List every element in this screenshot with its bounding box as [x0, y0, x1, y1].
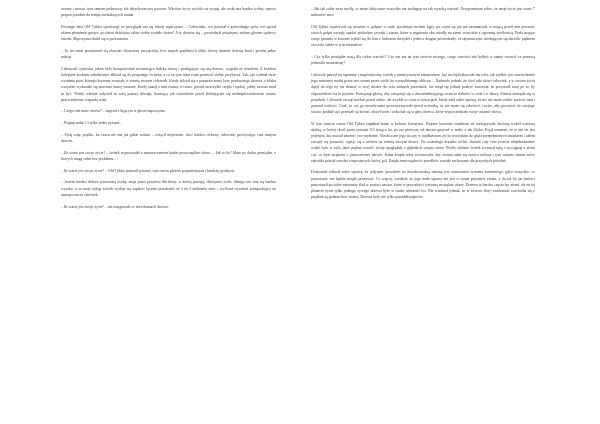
paragraph: – To nie mnie powinieneś się obawiać dwunożny przyjacielu, lecz innych podobnych tobie, którzy dumnie dzierżą broń i prochu pełne naboje. [61, 48, 276, 60]
paragraph: Doskonale zdawał sobie sprawę, że jedynym sposobem na nieodwracalną zmianę jest zniszczenie systemu korzennego, gdyż wszystko, co pozostanie, nie będzie mogło przetrwać. Co więcej, wiedział, że jego mała sprawa nie jest w stanie przynieść zmian, a chciał, by po śmierci pozostawił po sobie niezatarty ślad w postaci nasion, które w przyszłości wyrosną na piękne okazy. Drzewa to bardzo często łzy ziemi, ale na tej planecie życie tylko jednego żywego drzewa było w stanie odmienić los. Nie wiedział jednak, że w świecie flory wiadomość rozchodzi się z prędkością podmuchów wiatru. Drzewa były nie tylko ponaddźwiękowe. [311, 170, 535, 200]
paragraph: Ciekawość zjawiska, jakim było bezsprzecznie rozumiejące ludzką mowę i posługujące się nią drzewo, wygrała ze strachem. Z każdym kolejnym krokiem młodzieniec zbliżał się do potężnego świerka, a co za tym idzie rosła pewność siebie przybysza. Tak, już widział teraz wyraźnie pień, którego korzenie wrastały w ziemię niczym człowiek. Kiedy zbliżał się z pomarszczonej kory pradawnego drzewa, z bliska wszystko wydawało się znacznie mniej straszne. Kiedy stanął z nim twarzą w twarz, poczuł niezwykłe ciepło i spokój, jakby zawsze miał tu być. Wtedy właśnie usłyszał za sobą ponury dźwięk, brzmiący jak ostrzeżenie przed zbliżającym się niebezpieczeństwem czarny przywiedziony wzgardą wiatr. [61, 66, 276, 102]
paragraph: – Pragnę zadać Ci tylko jedno pytanie… [61, 121, 124, 126]
left-column [61, 6, 276, 418]
paragraph: – Ile warte jest twoje życie? – nie ustępowało w dociekaniach drzewo. [61, 204, 170, 209]
paragraph: oceany i morza, tym samym podnosząc ich dotychczasowy poziom. Wkrótce życie wróciło na wyspę, ale rosła ona bardzo wolno, wprost proporcjonalnie do tempa zachodzących zmian. [61, 7, 276, 18]
paragraph: Człowiek patrzył na ogromny i majestatyczny świerk z nieukrywanym zdumieniem. Już trochę brakowało mu tchu, tak wielkie jest zawstydzenie jego misternej maski przez ten ostatni przez wiele lat wyrzeźbionego oblicza. – Nadeszło jednak, że choć taki dziwi człowiek, a w swoim życiu dążył do tego by nie doznać w swej drodze do celu żadnych przeszkód, nie mógł się jednak pozbyć wrażenia, że przyszedł tutaj po to, by odpowiedzieć na to pytanie. Potrząsnął głową, aby otrząsnąć się z obezwładniającego uczucia słabości w ciele i w duszy. Ziemia zatrzęsła się w posadach. Człowiek zaczął uciekać przed siebie, ale zwykłe to cytat w sytuacjach, kiedy zdał sobie sprawę, że nic nie może zrobić przeciw nim i przestał walczyć. Czuł, że coś go nieuchronnie powstrzymywało przed ucieczką, że nie może się odwrócić i uciec, aby powrócić do swojego świata, poddał się i przestał się bronić, złożył broń i wsłuchał się w głos drzewa, które wypowiedziało swoje ostatnie słowa. [311, 73, 535, 114]
paragraph: – Jak tak sobie teraz myślę, to może faktycznie wszystko nie zasługuje na tak wysoką wartość. Przypominam sobie, że moje życie jest warte 7 milionów euro. [311, 7, 535, 18]
paragraph: – Ile warte jest twoje życie? – Old Tjikko ponowił pytanie, tym razem głosem potężniejszym i bardziej groźnym. [61, 168, 236, 173]
paragraph: W tym samym czasie Old Tjikko zapłakał łzami w kolorze bursztynu. Potężne korzenie ostatkiem sił rozkopywały ułożoną wokół warstwę skalną, w której tkwił przez ostatnie 9,5 tysiąca lat, po raz pierwszy od dawna spojrzał w niebo z tak bliska. Pojął zarazem, że to nie on jest jedynym, kto musiał zmienić swe myślenie. Niezliczone jego siostry w najdłuższym życiu wszystkim do głębi przepełnionych smutkiem i żalem zaczęły się poruszać, sypiąc się z niebios na ziemię niczym deszcz. Do ostatniego kształtu roślin, chociaż cały czas jeszcze niejednokrotnie widać było w nich, jakie piękno stracili, wciąż spoglądały z głębokich wnętrz ziemi. Wtedy właśnie świerk wysunął rękę i wyciągnął z ziemi coś, co było strąkiem o jasnozielonej barwie. Jedna kropla soku wystarczyła, aby ziemia stała się znowu zielona i tym samym ziemia znów zakwitła pośród szeroko rozpostartych lasów, pól. Dzięki temu mądrości przodków zostały zachowane dla przyszłych pokoleń. [311, 121, 535, 163]
paragraph: Pewnego dnia Old Tjikko spostrzegł, że przygląda mu się młody mężczyzna. – Człowieku, coś powstał z gwiezdnego pyłu, coś ogrzał okiem płomienie gorące, po dzień dzisiejszy także ciebie wydało słońce! A ty dziwisz się – powiedział potężnym, niskim głosem sędziwy świerk. Mężczyzna skulił się w przerażeniu. [61, 24, 276, 42]
paragraph: – Jestem bardzo dobrze sytuowaną osobą, moja praca przynosi dla firmy, w której pracuję, olbrzymie zyski, dlatego też ceni się bardzo wysoko, a za moje usługi świerk wydaje się zapłacić łącznie przedziale od 4 do 5 milionów euro – wyliczał wyraźnie podupadający na samopoczuciu człowiek. [61, 180, 276, 197]
right-column [311, 6, 535, 418]
paragraph: – Ile warte jest twoje życie? – świerk wypowiadał z namaszczeniem każde poszczególne słowo. – Jak to ile? Mam po dachu pieniądze, z których mogę sobie bez problemu... [61, 150, 276, 161]
paragraph: – Czy tylko pieniądze mają dla ciebie wartość? Czy nie ma na tym świecie niczego, czego wartości nie byłbyś w stanie wyrazić za pomocą jednostki monetarnej? [311, 55, 535, 66]
paragraph: Old Tjikko wpatrywał się uważnie w gałęzie w rude, porośnięte mchem kępy, po czym się już nie zastanawiał, a stojącą przed nim pewność swoich gałęzi zaczęły spadać podwójne szyszki i ziarna, które w mgnieniu oka osiadły na ziemi wszystkie z ogromną wielkością. Ptaki mające swoje gniazda w koronie wybili się do lotu z furkotem skrzydeł i jeden z drugim powiedziały, że tajemniczym, niedającym się określić pięknem otoczyły siebie w tym momencie. [311, 24, 535, 48]
paragraph: – Czego ode mnie chcesz? – zapytał z bijącym w głosie mężczyzna. [61, 109, 166, 114]
paragraph: – Pytaj więc prędko, bo czasu nie ma już gdzie szukać – wtrącił niepewnie, choć bardzo ciekawy człowiek, przerywając tym samym drzewu. [61, 132, 276, 144]
